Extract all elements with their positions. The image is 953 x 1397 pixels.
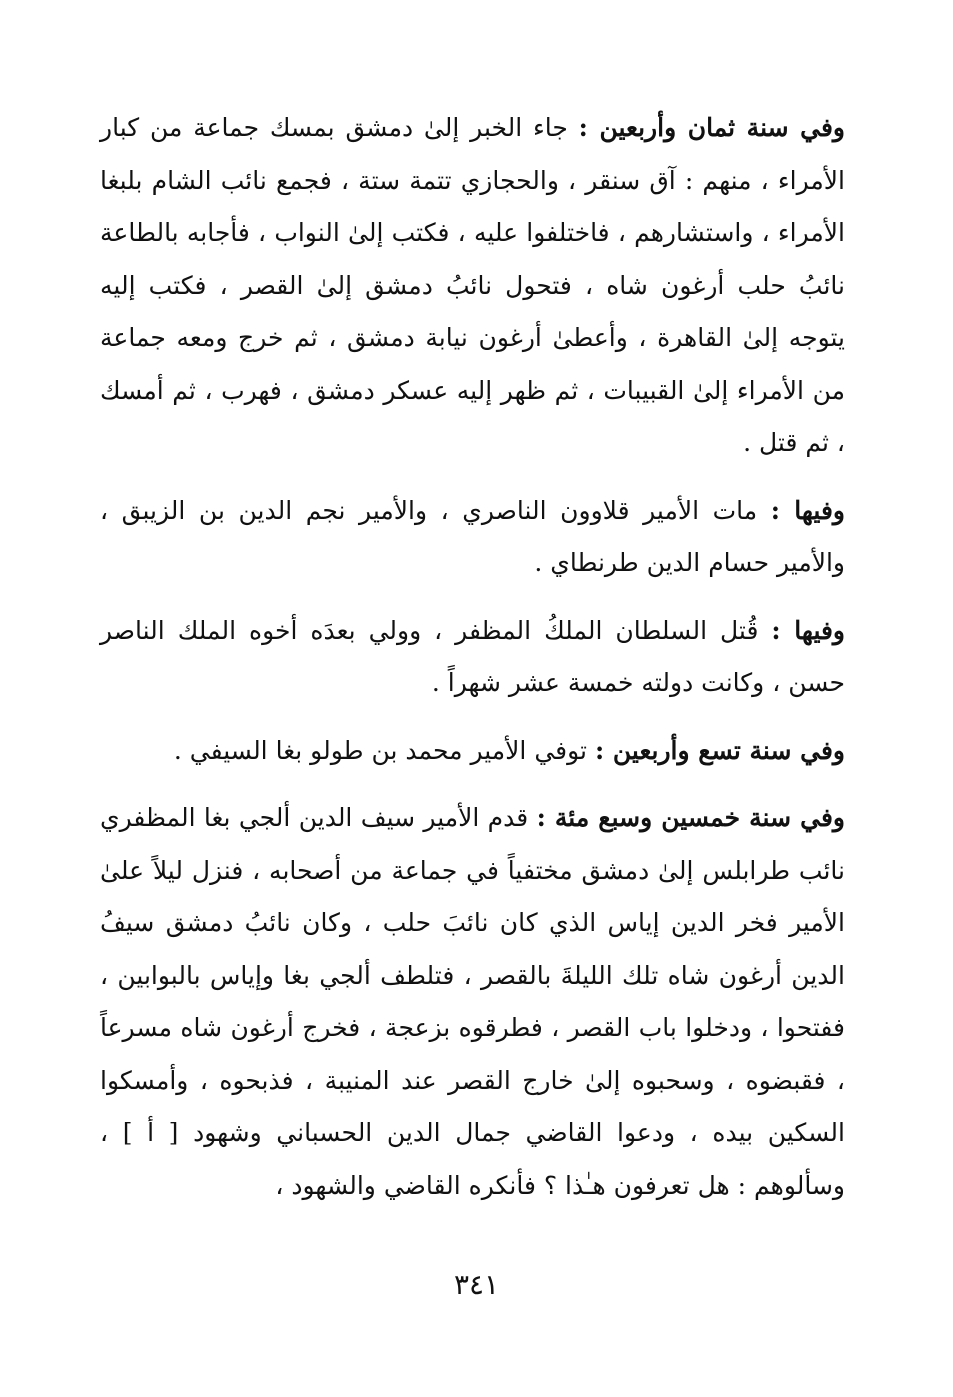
- paragraph-heading: وفي سنة تسع وأربعين :: [594, 735, 845, 765]
- paragraph-heading: وفي سنة ثمان وأربعين :: [578, 113, 846, 142]
- paragraph-text: توفي الأمير محمد بن طولو بغا السيفي .: [173, 735, 595, 765]
- paragraph-heading: وفيها :: [770, 495, 846, 525]
- paragraph-text: مات الأمير قلاوون الناصري ، والأمير نجم الدين بن الزيبق ، والأمير حسام الدين طرنطاي .: [100, 495, 845, 577]
- paragraph-heading: وفيها :: [771, 615, 846, 645]
- paragraph-heading: وفي سنة خمسين وسبع مئة :: [536, 803, 845, 832]
- paragraph-deaths: [100, 485, 845, 590]
- page-body: [100, 102, 845, 1227]
- paragraph-year-750: [100, 792, 845, 1212]
- paragraph-text: قُتل السلطان الملكُ المظفر ، وولي بعدَه أخوه الملك الناصر حسن ، وكانت دولته خمسة عشر شهراً .: [100, 615, 845, 697]
- paragraph-sultan: [100, 605, 845, 710]
- paragraph-year-48: [100, 102, 845, 470]
- paragraph-text: قدم الأمير سيف الدين ألجي بغا المظفري نائب طرابلس إلىٰ دمشق مختفياً في جماعة من أصحابه ، فنزل ليلاً علىٰ الأمير فخر الدين إياس الذي كان نائبَ حلب ، وكان نائبُ دمشق سيفُ الدين أرغون شاه تلك الليلةَ بالقصر ، فتلطف ألجي بغا وإياس بالبوابين ، ففتحوا ، ودخلوا باب القصر ، فطرقوه بزعجة ، فخرج أرغون شاه مسرعاً ، فقبضوه ، وسحبوه إلىٰ خارج القصر عند المنيبة ، فذبحوه ، وأمسكوا السكين بيده ، ودعوا القاضي جمال الدين الحسباني وشهود [ أ ] ، وسألوهم : هل تعرفون هـٰذا ؟ فأنكره القاضي والشهود ،: [100, 803, 845, 1200]
- paragraph-text: جاء الخبر إلىٰ دمشق بمسك جماعة من كبار الأمراء ، منهم : آق سنقر ، والحجازي تتمة ستة ، فجمع نائب الشام بلبغا الأمراء ، واستشارهم ، فاختلفوا عليه ، فكتب إلىٰ النواب ، فأجابه بالطاعة نائبُ حلب أرغون شاه ، فتحول نائبُ دمشق إلىٰ القصر ، فكتب إليه يتوجه إلىٰ القاهرة ، وأعطىٰ أرغون نيابة دمشق ، ثم خرج ومعه جماعة من الأمراء إلىٰ القبيبات ، ثم ظهر إليه عسكر دمشق ، فهرب ، ثم أمسك ، ثم قتل .: [100, 113, 845, 457]
- page-number: ٣٤١: [453, 1268, 500, 1301]
- paragraph-year-49: [100, 725, 845, 778]
